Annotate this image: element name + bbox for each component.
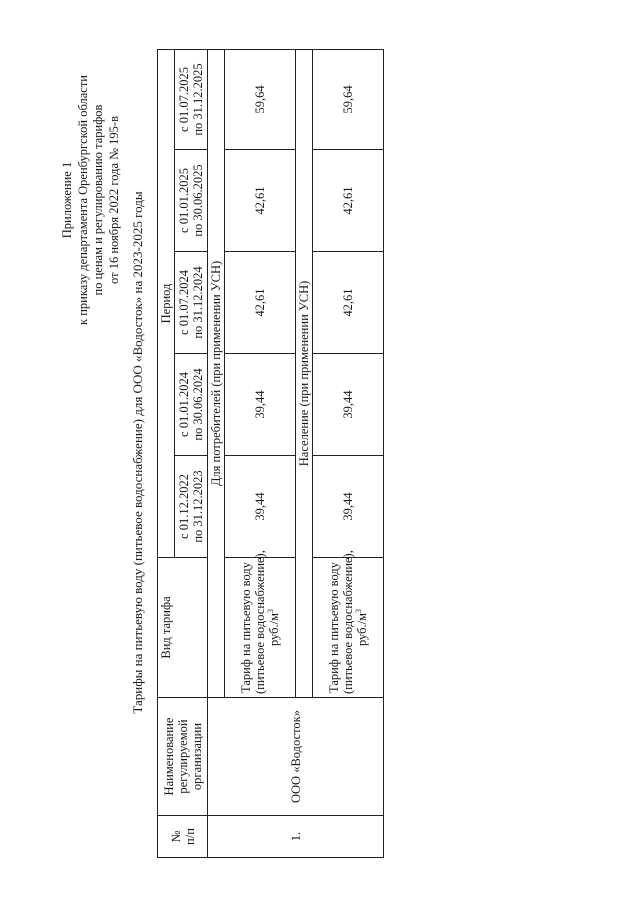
tariff-value-cell: 39,44 bbox=[313, 354, 384, 456]
appendix-line: к приказу департамента Оренбургской области bbox=[75, 75, 90, 325]
period-header-cell: с 01.12.2022 по 31.12.2023 bbox=[175, 456, 208, 558]
tariff-value-cell: 42,61 bbox=[313, 252, 384, 354]
tariff-value-cell: 39,44 bbox=[225, 354, 296, 456]
row-number-cell: 1. bbox=[208, 816, 384, 858]
tariff-value-cell: 59,64 bbox=[313, 49, 384, 149]
tariff-table bbox=[157, 49, 384, 858]
group-label: Население (при применении УСН) bbox=[296, 49, 313, 697]
appendix-header bbox=[60, 35, 122, 365]
tariff-value-cell: 42,61 bbox=[225, 150, 296, 252]
period-header-cell: с 01.07.2024 по 31.12.2024 bbox=[175, 252, 208, 354]
group-label: Для потребителей (при применении УСН) bbox=[208, 49, 225, 697]
table-group-row bbox=[208, 49, 225, 857]
tariff-kind-cell: Тариф на питьевую воду (питьевое водоснабжение), $руб./м^3$ bbox=[313, 558, 384, 698]
tariff-kind-cell: Тариф на питьевую воду (питьевое водоснабжение), $руб./м^3$ bbox=[225, 558, 296, 698]
header-period: Период bbox=[158, 49, 175, 557]
appendix-line: от 16 ноября 2022 года № 195-в bbox=[106, 116, 121, 284]
tariff-value-cell: 42,61 bbox=[225, 252, 296, 354]
header-number: № п/п bbox=[158, 816, 208, 858]
header-tariff-kind: Вид тарифа bbox=[158, 558, 208, 698]
header-organization: Наименование регулируемой организации bbox=[158, 698, 208, 816]
appendix-line: Приложение 1 bbox=[60, 161, 74, 239]
tariff-value-cell: 39,44 bbox=[225, 456, 296, 558]
tariff-value-cell: 39,44 bbox=[313, 456, 384, 558]
period-header-cell: с 01.01.2024 по 30.06.2024 bbox=[175, 354, 208, 456]
organization-cell: ООО «Водосток» bbox=[208, 698, 384, 816]
appendix-line: по ценам и регулированию тарифов bbox=[91, 104, 105, 296]
document-title: Тарифы на питьевую воду (питьевое водоснабжение) для ООО «Водосток» на 2023-2025 годы bbox=[130, 191, 145, 714]
period-header-cell: с 01.01.2025 по 30.06.2025 bbox=[175, 150, 208, 252]
table-header-row bbox=[158, 49, 175, 857]
period-header-cell: с 01.07.2025 по 31.12.2025 bbox=[175, 49, 208, 149]
tariff-value-cell: 59,64 bbox=[225, 49, 296, 149]
tariff-value-cell: 42,61 bbox=[313, 150, 384, 252]
document-page bbox=[60, 35, 580, 870]
